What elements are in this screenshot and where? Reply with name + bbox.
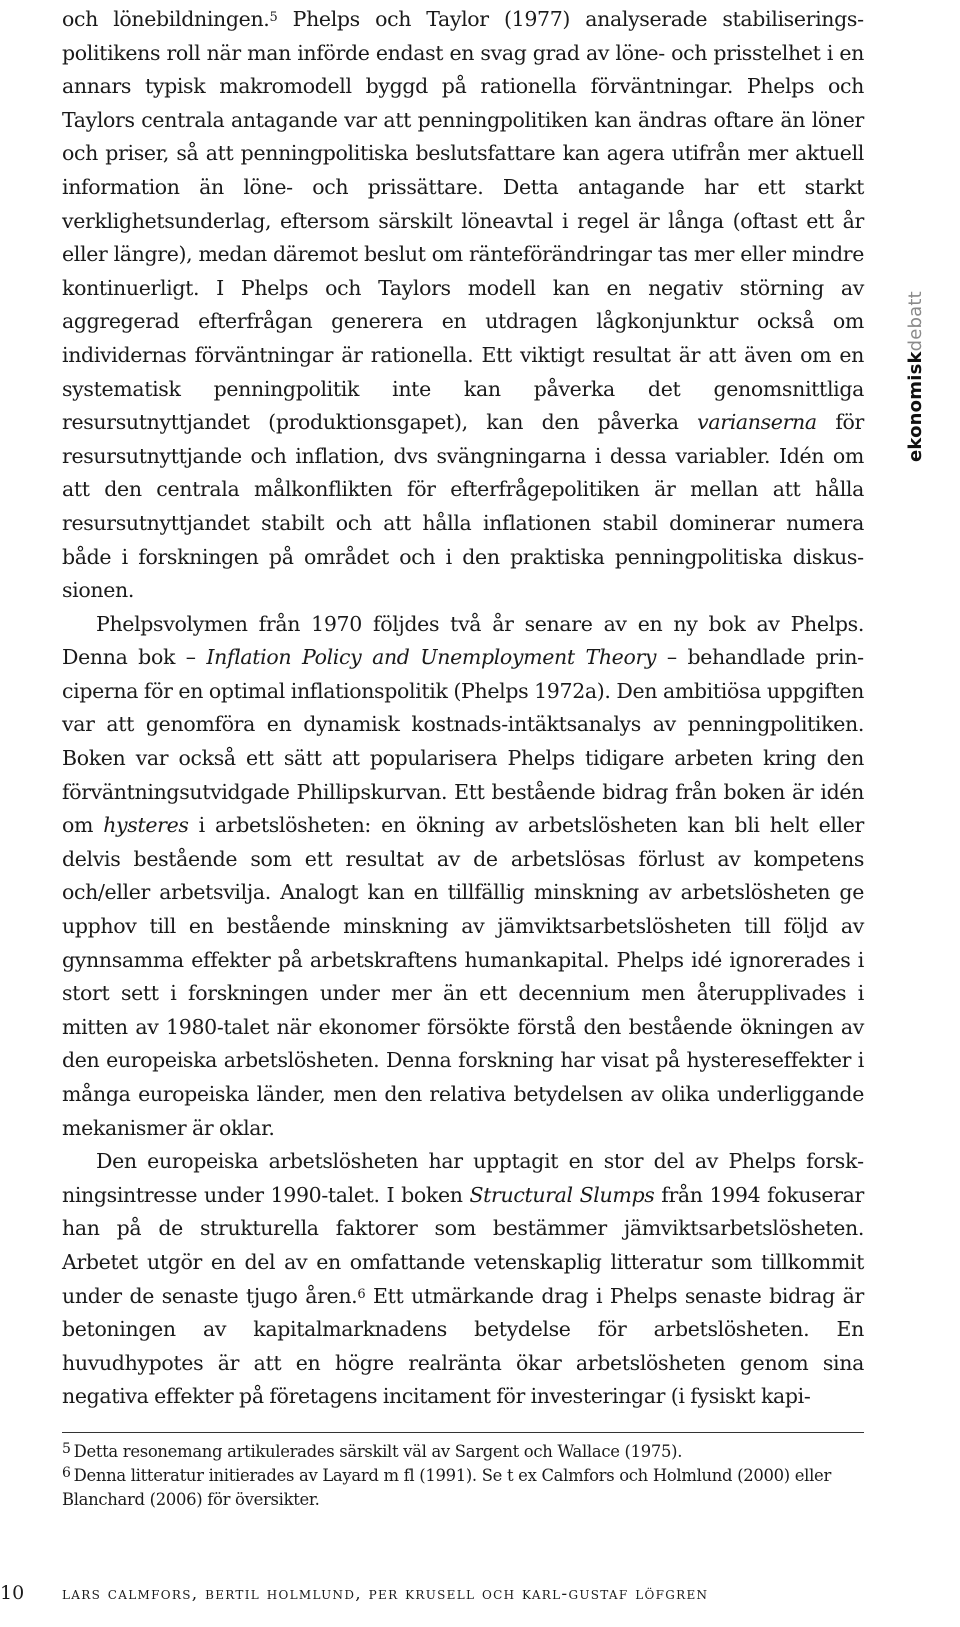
side-label-ekonomisk: ekonomisk — [905, 351, 926, 462]
paragraph-3 — [62, 1145, 864, 1414]
text-run: Phelps och Taylor (1977) analyserade stabiliseringspolitikens roll när man införde endast en svag grad av löne- och prisstelhet i en annars typisk makromodell byggd på rationella förväntningar. Phelps och Taylors centrala antagande var att penningpolitiken kan ändras oftare än löner och priser, så att penningpolitiska beslutsfattare kan agera utifrån mer aktuell information än löne- och prissättare. Detta antagande har ett starkt verklighetsunderlag, eftersom särskilt löneavtal i regel är långa (oftast ett år eller längre), medan däremot beslut om ränteförändringar tas mer eller mindre kontinuerligt. I Phelps och Taylors modell kan en negativ störning av aggregerad efterfrågan generera en utdragen lågkonjunktur också om individernas förväntningar är rationella. Ett viktigt resultat är att även om en systematisk penningpolitik inte kan påverka det genomsnittliga resursutnyttjandet (produktionsgapet), kan den påverka — [62, 7, 865, 435]
footnote-reference: 5 — [269, 10, 278, 25]
footnotes — [62, 1440, 864, 1512]
journal-side-label — [905, 282, 933, 462]
footnote-number: 6 — [62, 1465, 71, 1481]
footnote-rule — [62, 1432, 864, 1433]
text-run: i arbetslösheten: en ökning av arbetslösheten kan bli helt eller delvis bestående som ett resultat av de arbetslösas förlust av kompetens och/eller arbetsvilja. Analogt kan en tillfällig minskning av arbetslösheten ge upphov till en bestående minskning av jämviktsarbetslösheten till följd av gynnsamma effekter på arbetskraftens humankapital. Phelps idé ignorerades i stort sett i forskningen under mer än ett decennium men återupplivades i mitten av 1980-talet när ekonomer försökte förstå den bestående ökningen av den europeiska arbetslösheten. Denna forskning har visat på hystereseffekter i många europeiska länder, men den relativa betydelsen av olika underliggande mekanismer är oklar. — [62, 813, 864, 1140]
text-run: Phelpsvolymen från 1970 följdes två år senare av en ny bok av Phelps. Denna bok – — [62, 611, 864, 670]
footnote-6 — [62, 1464, 864, 1512]
text-run: Den europeiska arbetslösheten har upptagit en stor del av Phelps forskningsintresse under 1990-talet. I boken — [62, 1149, 864, 1207]
footnote-text: Detta resonemang artikulerades särskilt väl av Sargent och Wallace (1975). — [73, 1442, 683, 1461]
text-run: för resursutnyttjande och inflation, dvs svängningarna i dessa variabler. Idén om att den centrala målkonflikten för efterfrågepolitiken är mellan att hålla resursutnyttjandet stabilt och att hålla inflationen stabil dominerar numera både i forskningen på området och i den praktiska penningpolitiska diskussionen. — [62, 410, 864, 603]
italic-text: hysteres — [103, 813, 189, 838]
paragraph-1 — [62, 3, 864, 608]
page-number: 10 — [0, 1582, 25, 1604]
text-run: Ett utmärkande drag i Phelps senaste bidrag är betoningen av kapitalmarknadens betydelse för arbetslösheten. En huvudhypotes är att en högre realränta ökar arbetslösheten genom sina negativa effekter på företagens incitament för investeringar (i fysiskt kapi- — [62, 1283, 864, 1409]
paragraph-2 — [62, 608, 864, 1146]
footnote-number: 5 — [62, 1441, 71, 1457]
italic-text: Structural Slumps — [469, 1182, 655, 1207]
footnote-5 — [62, 1440, 864, 1464]
text-run: från 1994 fokuserar han på de strukturella faktorer som bestämmer jämviktsarbetslösheten. Arbetet utgör en del av en omfattande vetenskaplig litteratur som tillkommit under de senaste tjugo åren. — [62, 1182, 864, 1308]
article-body — [62, 3, 864, 1414]
footnote-reference: 6 — [357, 1286, 366, 1302]
text-run: och lönebildningen. — [62, 7, 270, 31]
text-run: – behandlade principerna för en optimal inflationspolitik (Phelps 1972a). Den ambitiösa uppgiften var att genomföra en dynamisk kostnads-intäktsanalys av penningpolitiken. Boken var också ett sätt att popularisera Phelps tidigare arbeten kring den förväntningsutvidgade Phillipskurvan. Ett bestående bidrag från boken är idén om — [62, 645, 864, 838]
side-label-debatt: debatt — [905, 291, 926, 352]
running-footer-authors: lars calmfors, bertil holmlund, per krusell och karl-gustaf löfgren — [62, 1584, 709, 1604]
italic-text: varianserna — [697, 410, 817, 435]
footnote-text: Denna litteratur initierades av Layard m fl (1991). Se t ex Calmfors och Holmlund (2000) eller Blanchard (2006) för översikter. — [62, 1466, 831, 1509]
page-footer — [0, 1582, 960, 1612]
italic-text: Inflation Policy and Unemployment Theory — [206, 645, 657, 670]
